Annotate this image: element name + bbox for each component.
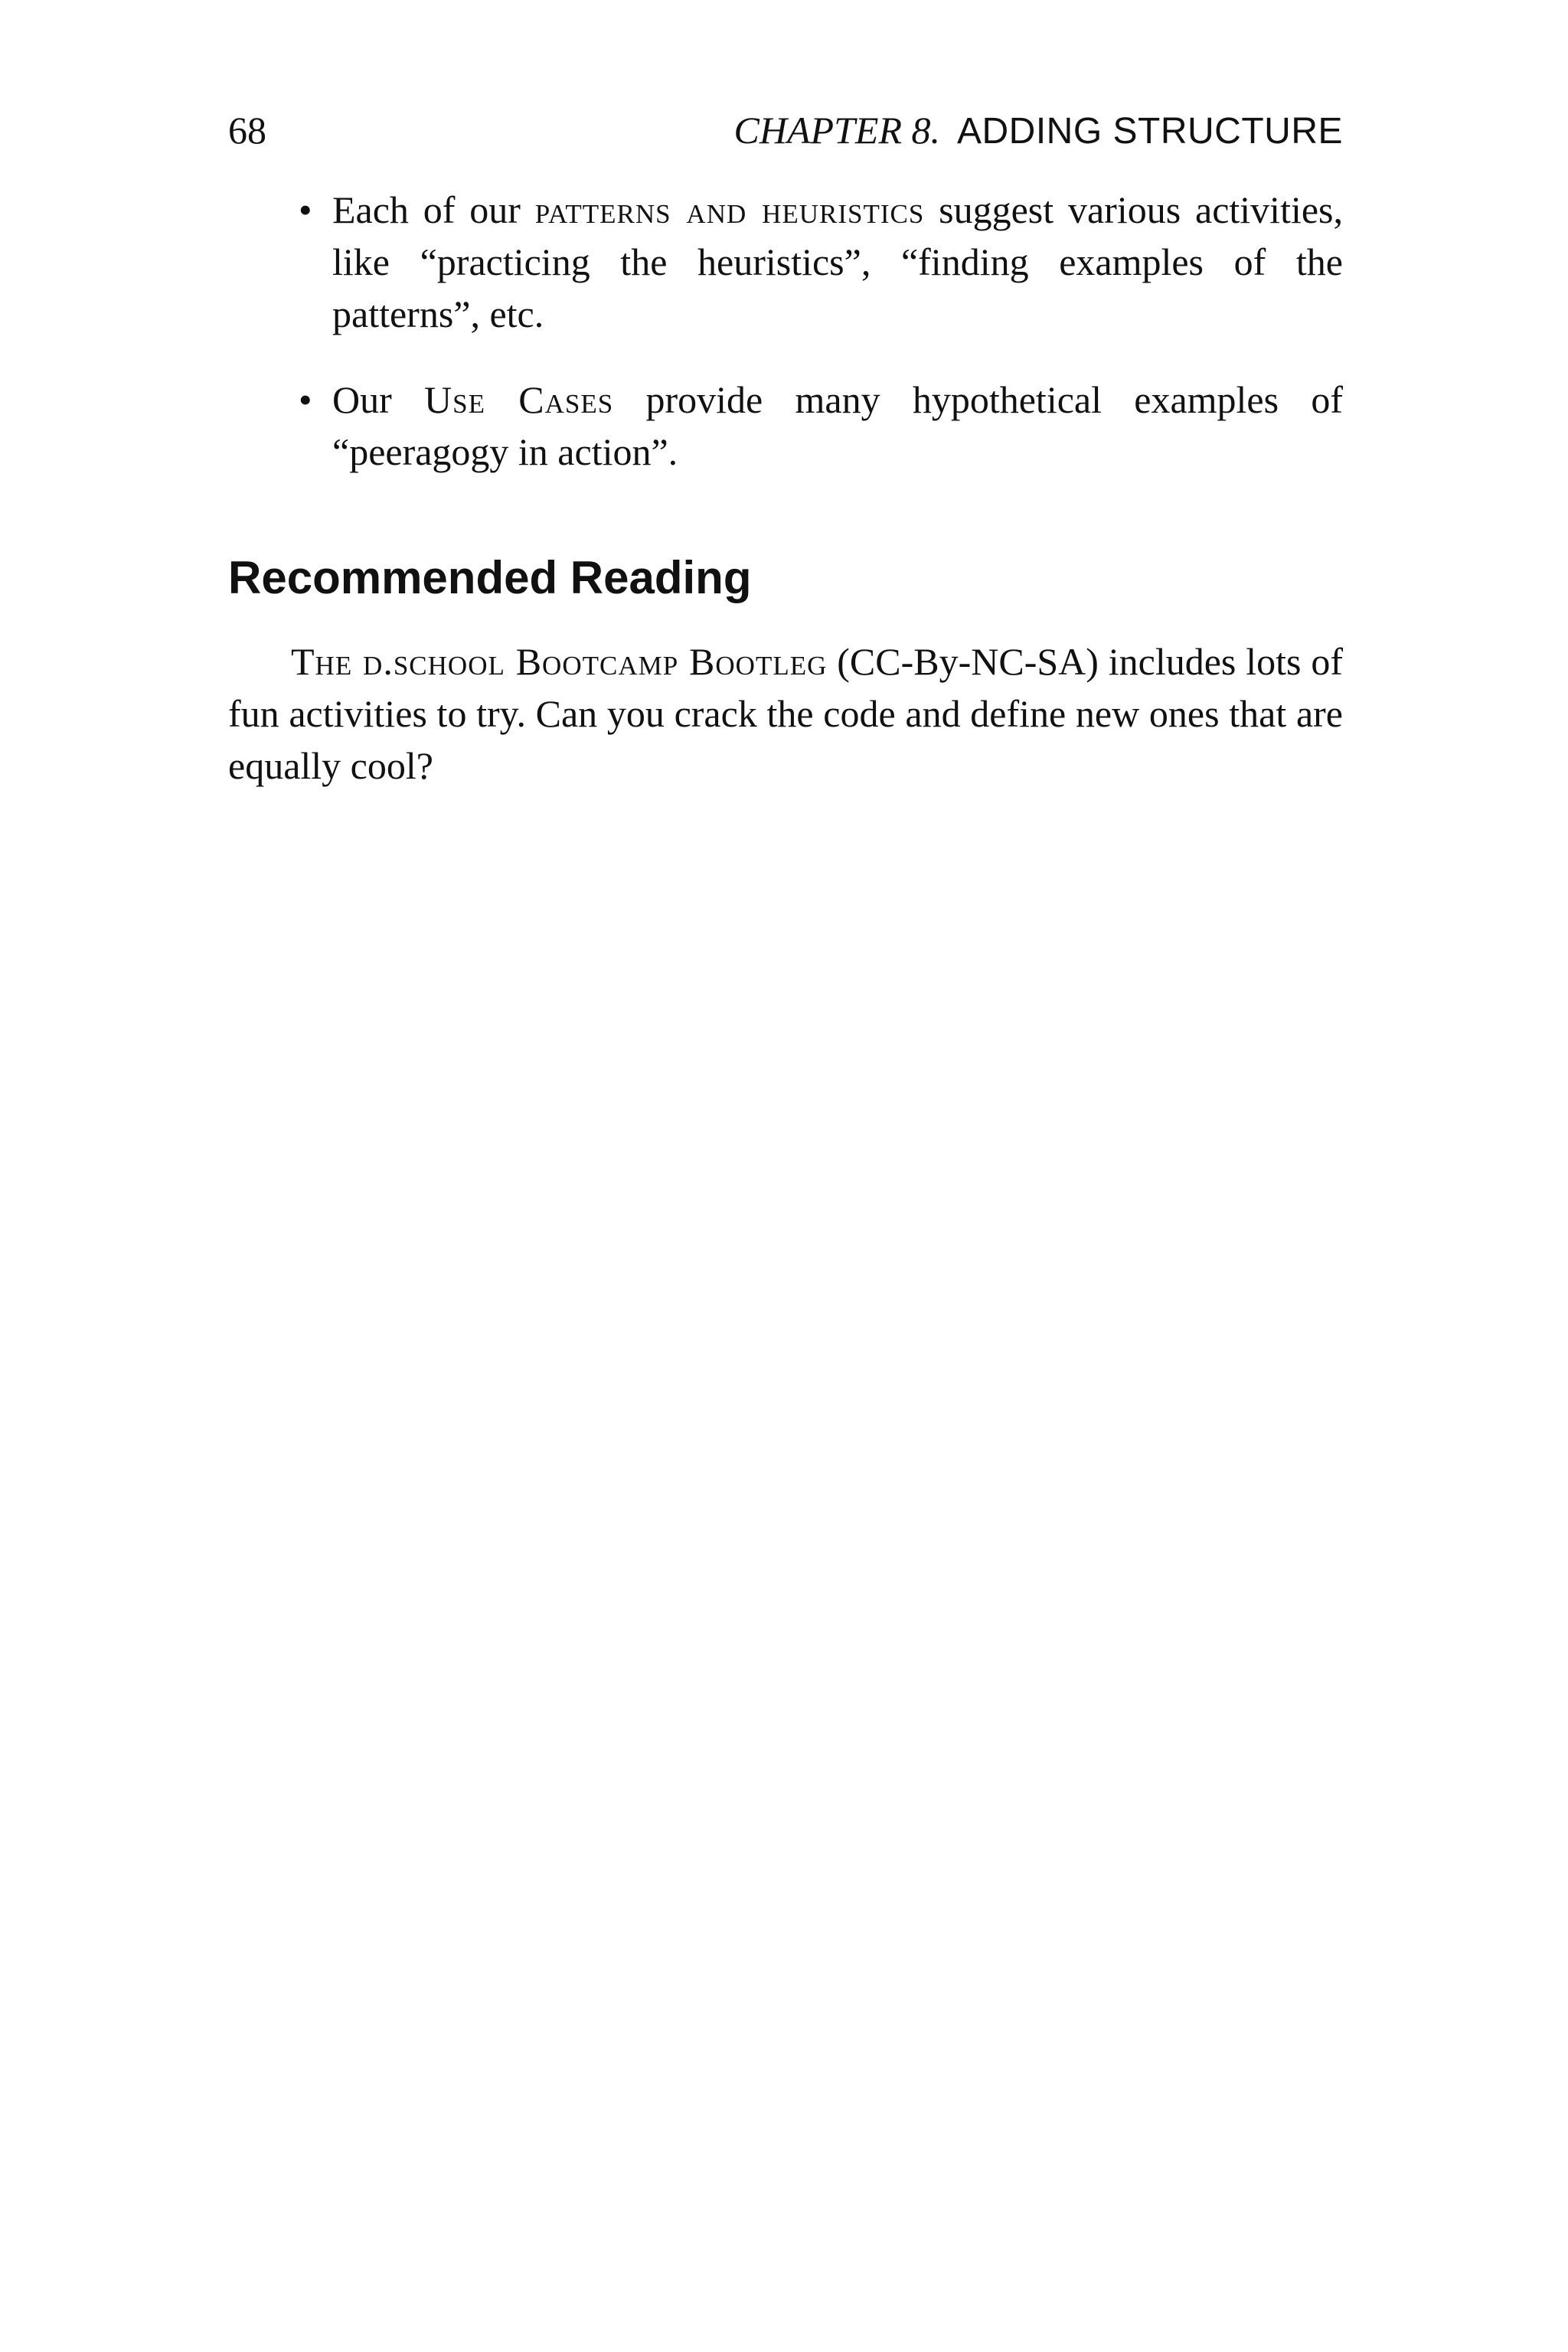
- book-page: [228, 0, 1343, 2352]
- section-heading: Recommended Reading: [228, 552, 752, 603]
- list-item: [228, 184, 1343, 340]
- bullet-text-end: provide many hypothetical examples of “peeragogy in action”.: [332, 378, 1343, 473]
- bullet-marker: •: [299, 188, 312, 231]
- chapter-label: CHAPTER 8.: [733, 109, 940, 152]
- use-cases-link-text: Use Cases: [424, 378, 614, 421]
- body-paragraph: [228, 635, 1343, 792]
- bullet-text-start: Each of our: [332, 188, 535, 231]
- chapter-title: [734, 107, 1343, 155]
- bullet-text-start: Our: [332, 378, 425, 421]
- bullet-marker: •: [299, 378, 312, 421]
- bootcamp-bootleg-title: The d.school Bootcamp Bootleg: [291, 640, 828, 683]
- patterns-and-heuristics-link-text: patterns and heuristics: [534, 188, 925, 231]
- list-item: [228, 374, 1343, 478]
- chapter-name: ADDING STRUCTURE: [956, 111, 1343, 152]
- bullet-text-end: suggest various activities, like “practicing the heuristics”, “finding examples of the patterns”, etc.: [332, 188, 1343, 335]
- page-number: 68: [228, 109, 266, 152]
- paragraph-text: (CC-By-NC-SA) includes lots of fun activities to try. Can you crack the code and define new ones that are equally cool?: [228, 640, 1343, 787]
- running-header: [228, 107, 1343, 153]
- bullet-list: [228, 184, 1343, 511]
